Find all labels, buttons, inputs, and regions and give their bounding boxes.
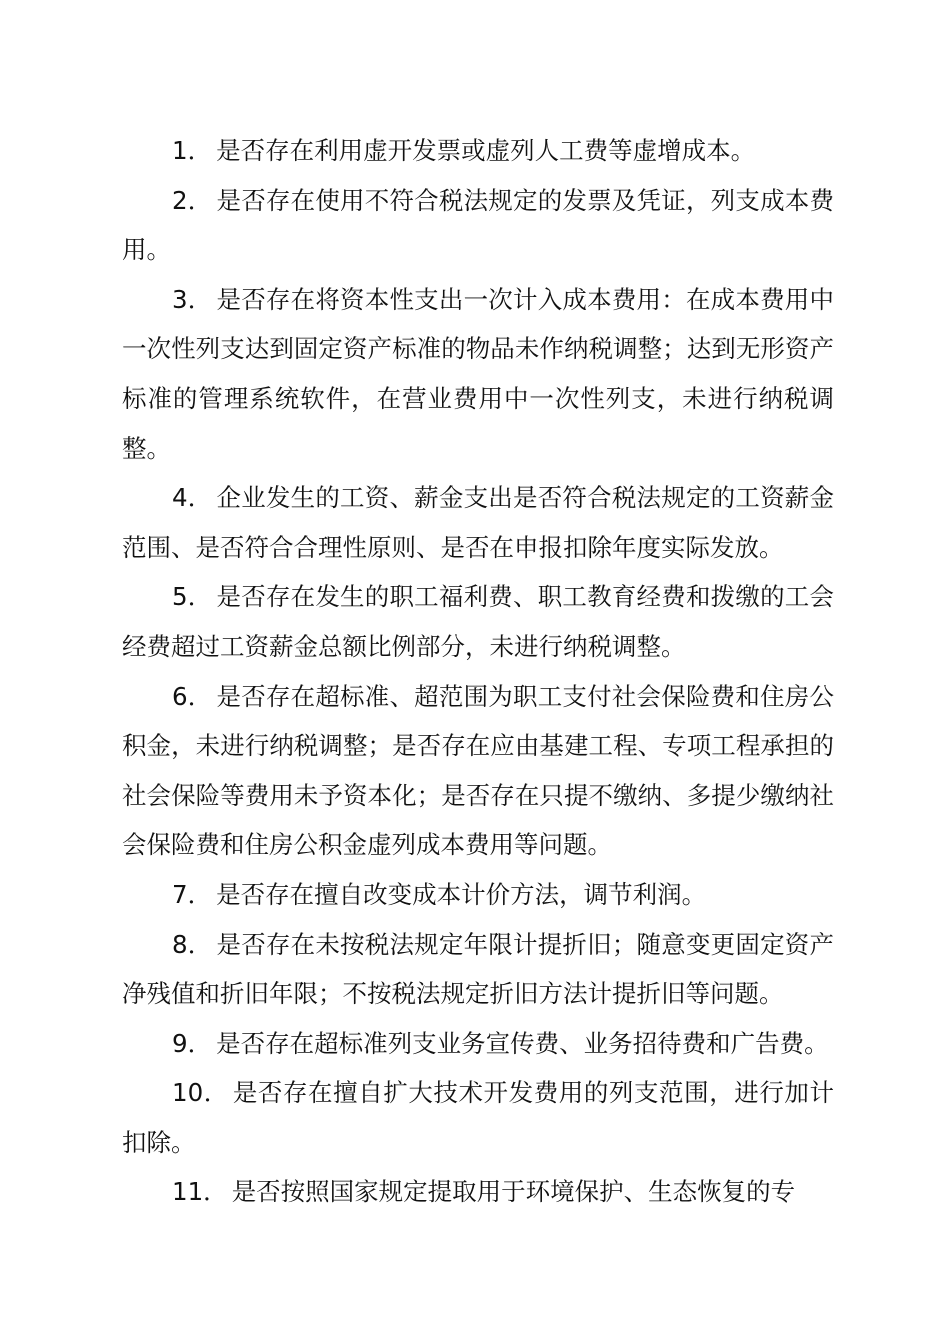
item-text: 是否存在将资本性支出一次计入成本费用：在成本费用中一次性列支达到固定资产标准的物品未作纳税调整；达到无形资产标准的管理系统软件，在营业费用中一次性列支，未进行纳税调整。 <box>122 284 835 463</box>
item-number: 2． <box>172 185 213 215</box>
document-body <box>122 126 834 1217</box>
item-text: 是否存在未按税法规定年限计提折旧；随意变更固定资产净残值和折旧年限；不按税法规定折旧方法计提折旧等问题。 <box>122 929 835 1009</box>
list-item-7 <box>122 870 834 920</box>
item-number: 3． <box>172 284 213 314</box>
list-item-1 <box>122 126 834 176</box>
list-item-9 <box>122 1019 834 1069</box>
list-item-4 <box>122 473 834 572</box>
list-item-2 <box>122 176 834 275</box>
list-item-6 <box>122 672 834 870</box>
item-number: 9． <box>172 1028 213 1058</box>
list-item-3 <box>122 275 834 473</box>
item-text: 是否存在使用不符合税法规定的发票及凭证，列支成本费用。 <box>122 185 835 265</box>
item-text: 企业发生的工资、薪金支出是否符合税法规定的工资薪金范围、是否符合合理性原则、是否在申报扣除年度实际发放。 <box>122 483 835 562</box>
list-item-10 <box>122 1068 834 1167</box>
item-number: 7． <box>172 879 213 909</box>
item-number: 5． <box>172 582 213 612</box>
item-number: 4． <box>172 483 213 513</box>
item-number: 1． <box>172 136 213 165</box>
list-item-5 <box>122 572 834 671</box>
item-text: 是否存在发生的职工福利费、职工教育经费和拨缴的工会经费超过工资薪金总额比例部分，未进行纳税调整。 <box>122 582 835 661</box>
item-text: 是否存在利用虚开发票或虚列人工费等虚增成本。 <box>216 136 756 165</box>
item-number: 11． <box>172 1177 228 1207</box>
item-text: 是否按照国家规定提取用于环境保护、生态恢复的专 <box>231 1177 796 1207</box>
item-text: 是否存在擅自改变成本计价方法，调节利润。 <box>216 879 707 909</box>
item-text: 是否存在擅自扩大技术开发费用的列支范围，进行加计扣除。 <box>122 1078 834 1157</box>
item-text: 是否存在超标准、超范围为职工支付社会保险费和住房公积金，未进行纳税调整；是否存在应由基建工程、专项工程承担的社会保险等费用未予资本化；是否存在只提不缴纳、多提少缴纳社会保险费和住房公积金虚列成本费用等问题。 <box>122 681 835 860</box>
item-text: 是否存在超标准列支业务宣传费、业务招待费和广告费。 <box>216 1028 829 1058</box>
list-item-11 <box>122 1167 834 1217</box>
item-number: 6． <box>172 681 213 711</box>
list-item-8 <box>122 920 834 1019</box>
item-number: 8． <box>172 929 213 959</box>
item-number: 10． <box>172 1078 229 1108</box>
